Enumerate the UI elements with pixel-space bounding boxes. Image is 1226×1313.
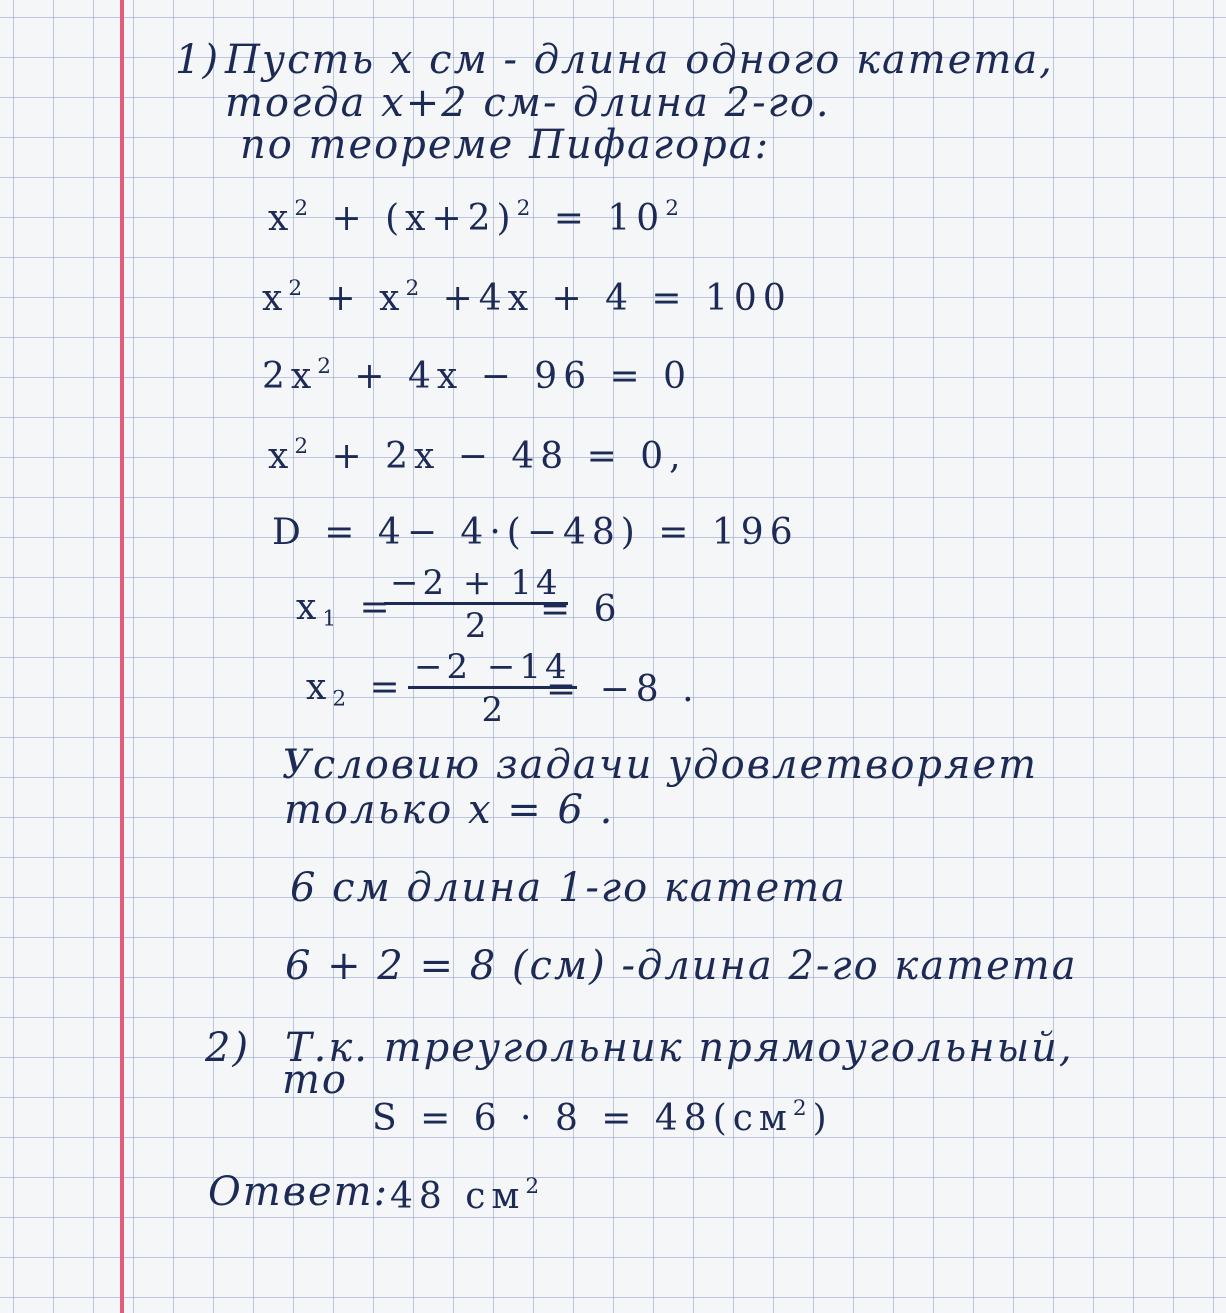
- discriminant-equation: D = 4− 4·(−48) = 196: [272, 512, 799, 553]
- root-1-label: $x_1$ =: [296, 587, 396, 632]
- leg-2-result: 6 + 2 = 8 (см) -длина 2-го катета: [285, 943, 1078, 989]
- leg-1-result: 6 см длина 1-го катета: [290, 865, 848, 911]
- root-1-result: = 6: [540, 589, 623, 630]
- area-formula: $S = 6 \cdot 8 = 48(см^2)$: [372, 1096, 833, 1140]
- root-1-numerator: −2 + 14: [384, 566, 568, 605]
- equation-4: $x^2 + 2x - 48 = 0$,: [268, 434, 687, 478]
- answer-value: 48 $см^2$: [390, 1174, 546, 1218]
- condition-line-1: Условию задачи удовлетворяет: [282, 742, 1039, 788]
- root-2-label: $x_2$ =: [306, 667, 406, 712]
- equation-3: $2x^2 + 4x - 96 = 0$: [262, 354, 693, 398]
- intro-line-3: по теореме Пифагора:: [240, 122, 771, 168]
- notebook-margin-line: [120, 0, 124, 1313]
- intro-line-2: тогда x+2 см- длина 2-го.: [225, 80, 831, 126]
- equation-2: $x^2 + x^2 +4x + 4 = 100$: [262, 276, 792, 320]
- part2-line-1: Т.к. треугольник прямоугольный,: [285, 1025, 1074, 1071]
- condition-line-2: только x = 6 .: [284, 787, 615, 833]
- problem-number-1: 1): [175, 37, 221, 83]
- intro-line-1: Пусть x см - длина одного катета,: [225, 37, 1054, 83]
- root-2-result: = −8 .: [546, 669, 700, 710]
- part2-line-2: то: [282, 1057, 349, 1103]
- answer-label: Ответ:: [208, 1169, 390, 1215]
- root-1-denominator: 2: [464, 606, 487, 646]
- problem-number-2: 2): [205, 1025, 251, 1071]
- equation-1: $x^2 + (x+2)^2 = 10^2$: [268, 196, 685, 240]
- root-2-numerator: −2 −14: [408, 650, 577, 689]
- root-2-denominator: 2: [481, 690, 504, 730]
